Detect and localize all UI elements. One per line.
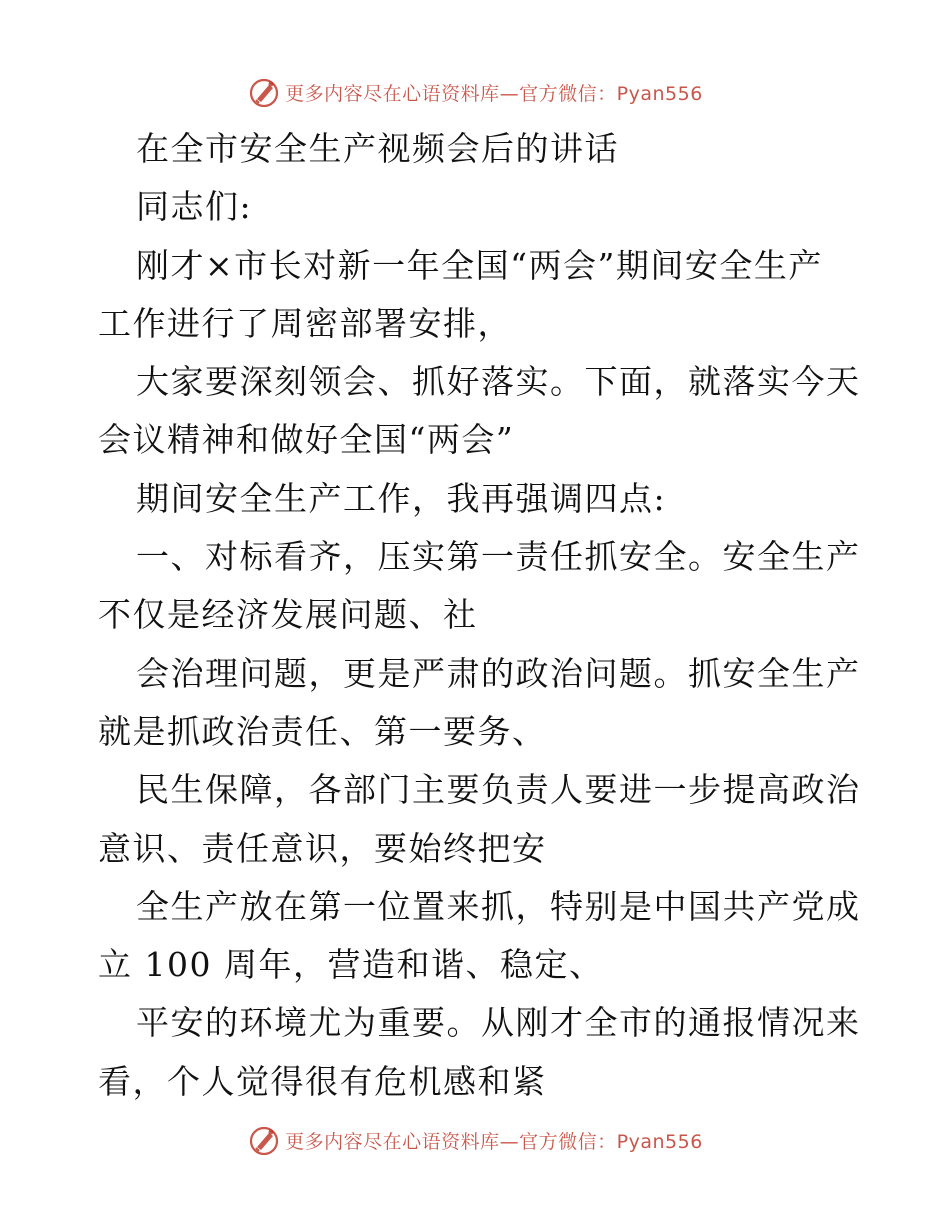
text-line: 大家要深刻领会、抓好落实。下面，就落实今天 [136,362,861,402]
text-line: 会议精神和做好全国“两会” [98,420,515,460]
footer-watermark-banner [0,1120,950,1160]
text-line: 一、对标看齐，压实第一责任抓安全。安全生产 [136,537,861,577]
text-line: 会治理问题，更是严肃的政治问题。抓安全生产 [136,653,861,693]
text-line: 同志们: [136,187,253,227]
text-line: 就是抓政治责任、第一要务、 [98,711,547,751]
text-line: 期间安全生产工作，我再强调四点: [136,478,667,518]
text-line: 看，个人觉得很有危机感和紧 [98,1061,547,1101]
text-line: 刚才×市长对新一年全国“两会”期间安全生产 [136,245,823,285]
pen-seal-icon [247,1123,281,1157]
text-line: 工作进行了周密部署安排， [98,303,512,343]
text-line: 不仅是经济发展问题、社 [98,595,478,635]
footer-watermark-text: 更多内容尽在心语资料库—官方微信：Pyan556 [285,1130,703,1153]
document-body [98,120,861,1111]
text-line: 平安的环境尤为重要。从刚才全市的通报情况来 [136,1003,861,1043]
pen-seal-icon [247,75,281,109]
header-watermark-text: 更多内容尽在心语资料库—官方微信：Pyan556 [285,82,703,105]
text-line: 意识、责任意识，要始终把安 [98,828,547,868]
header-watermark-banner [0,72,950,112]
text-line: 在全市安全生产视频会后的讲话 [136,129,619,168]
text-line: 立 100 周年，营造和谐、稳定、 [98,945,604,985]
text-line: 全生产放在第一位置来抓，特别是中国共产党成 [136,886,861,926]
text-line: 民生保障，各部门主要负责人要进一步提高政治 [136,770,861,810]
